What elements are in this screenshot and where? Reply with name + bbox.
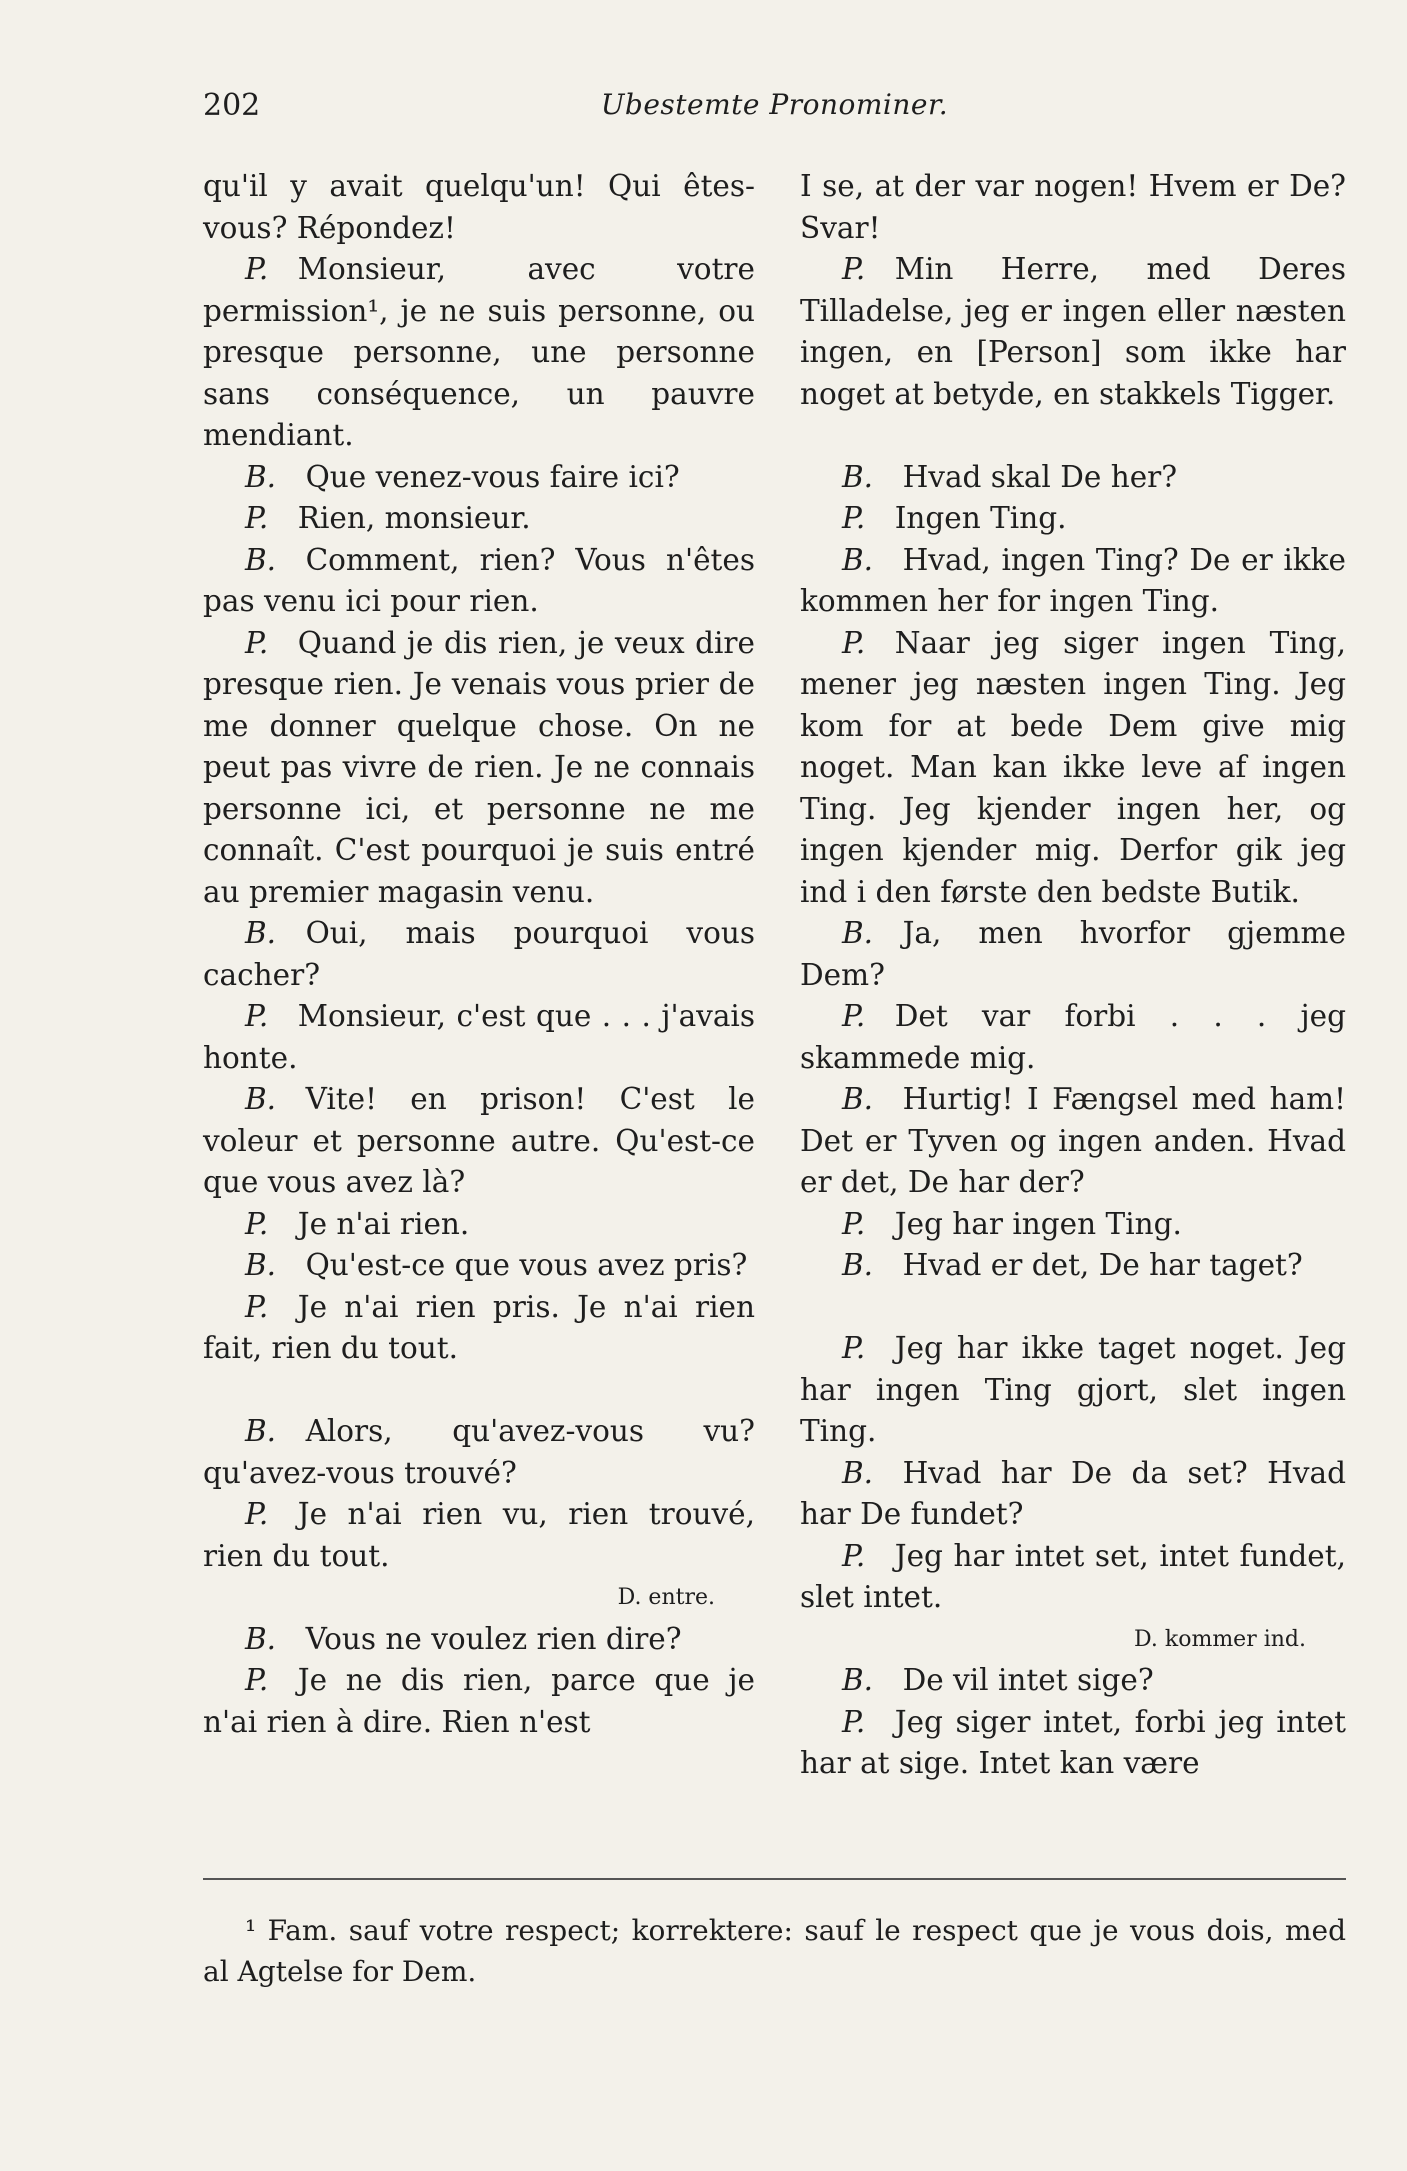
dialogue-text: Monsieur, c'est que . . . j'avais honte. (203, 999, 755, 1075)
speaker-label: P. (245, 999, 269, 1033)
dialogue-text: Je n'ai rien. (297, 1206, 470, 1241)
dialogue-text: Hvad har De da set? Hvad har De fundet? (800, 1455, 1346, 1531)
dialogue-line (203, 457, 755, 499)
dialogue-text: Jeg siger intet, forbi jeg intet har at sige. Intet kan være (800, 1704, 1346, 1780)
speaker-label: P. (842, 1331, 866, 1365)
page-header (203, 88, 1346, 124)
speaker-label: B. (245, 542, 277, 577)
footnote: ¹ Fam. sauf votre respect; korrektere: sauf le respect que je vous dois, med al Agtelse for Dem. (203, 1914, 1346, 1988)
dialogue-text: Quand je dis rien, je veux dire presque rien. Je venais vous prier de me donner quelque chose. On ne peut pas vivre de rien. Je ne connais personne ici, et personne ne me connaît. C'est pourquoi je suis entré au premier magasin venu. (203, 625, 755, 909)
dialogue-line (203, 1494, 755, 1577)
dialogue-text: Ingen Ting. (894, 501, 1067, 535)
dialogue-line (800, 166, 1346, 249)
dialogue-text: Monsieur, avec votre permission¹, je ne suis personne, ou presque personne, une personne sans conséquence, un pauvre mendiant. (203, 252, 755, 452)
dialogue-text: Naar jeg siger ingen Ting, mener jeg næsten ingen Ting. Jeg kom for at bede Dem give mig noget. Man kan ikke leve af ingen Ting. Jeg kjender ingen her, og ingen kjender mig. Derfor gik jeg ind i den første den bedste Butik. (800, 625, 1346, 909)
dialogue-line (203, 623, 755, 914)
french-column (203, 166, 755, 1743)
dialogue-line (800, 623, 1346, 914)
speaker-label: B. (245, 459, 277, 494)
speaker-label: P. (245, 1497, 269, 1531)
dialogue-line (800, 1702, 1346, 1785)
dialogue-line (203, 1287, 755, 1370)
dialogue-text: Rien, monsieur. (297, 501, 531, 535)
paragraph-gap (203, 1370, 755, 1412)
dialogue-text: Comment, rien? Vous n'êtes pas venu ici pour rien. (203, 542, 755, 618)
speaker-label: B. (245, 1414, 277, 1448)
dialogue-text: Hvad skal De her? (902, 459, 1178, 494)
dialogue-text: Jeg har ingen Ting. (894, 1206, 1182, 1241)
speaker-label: B. (842, 1082, 874, 1116)
dialogue-line (203, 1204, 755, 1246)
dialogue-line (203, 996, 755, 1079)
speaker-label: B. (245, 1621, 277, 1656)
dialogue-line (203, 166, 755, 249)
dialogue-text: Hvad er det, De har taget? (902, 1248, 1303, 1282)
dialogue-line (800, 1660, 1346, 1702)
dialogue-text: De vil intet sige? (902, 1663, 1154, 1697)
dialogue-text: Jeg har ikke taget noget. Jeg har ingen Ting gjort, slet ingen Ting. (800, 1331, 1346, 1448)
dialogue-line (203, 1079, 755, 1204)
dialogue-text: Je n'ai rien vu, rien trouvé, rien du tout. (203, 1497, 755, 1573)
footnote-rule (203, 1878, 1346, 1880)
speaker-label: B. (245, 1248, 277, 1282)
speaker-label: P. (245, 252, 269, 286)
dialogue-text: Alors, qu'avez-vous vu? qu'avez-vous trouvé? (203, 1414, 755, 1490)
dialogue-text: Hvad, ingen Ting? De er ikke kommen her for ingen Ting. (800, 542, 1346, 618)
dialogue-line (800, 1079, 1346, 1204)
dialogue-text: Que venez-vous faire ici? (305, 459, 680, 494)
dialogue-line (800, 1328, 1346, 1453)
speaker-label: P. (842, 1206, 866, 1241)
speaker-label: B. (842, 1663, 874, 1697)
dialogue-line (203, 1660, 755, 1743)
page-number: 202 (203, 88, 261, 123)
dialogue-text: Min Herre, med Deres Tilladelse, jeg er ingen eller næsten ingen, en [Person] som ikke har noget at betyde, en stakkels Tigger. (800, 252, 1346, 411)
dialogue-text: Vous ne voulez rien dire? (305, 1621, 682, 1656)
speaker-label: P. (842, 252, 866, 286)
dialogue-text: Jeg har intet set, intet fundet, slet intet. (800, 1538, 1346, 1614)
speaker-label: P. (842, 1704, 866, 1739)
dialogue-line (800, 249, 1346, 415)
dialogue-text: Ja, men hvorfor gjemme Dem? (800, 916, 1346, 992)
speaker-label: P. (842, 501, 866, 535)
stage-direction: D. kommer ind. (1134, 1626, 1306, 1652)
dialogue-line (800, 498, 1346, 540)
dialogue-line (203, 249, 755, 457)
dialogue-line (800, 1453, 1346, 1536)
speaker-label: P. (245, 1663, 269, 1697)
dialogue-line (800, 913, 1346, 996)
dialogue-line (800, 1204, 1346, 1246)
speaker-label: B. (245, 916, 277, 950)
speaker-label: B. (245, 1082, 277, 1116)
speaker-label: P. (245, 1206, 269, 1241)
stage-direction: D. entre. (617, 1585, 715, 1610)
speaker-label: P. (245, 625, 269, 660)
dialogue-line (203, 540, 755, 623)
dialogue-line (800, 1245, 1346, 1287)
dialogue-text: Je n'ai rien pris. Je n'ai rien fait, rien du tout. (203, 1289, 755, 1365)
dialogue-text: Vite! en prison! C'est le voleur et personne autre. Qu'est-ce que vous avez là? (203, 1082, 755, 1199)
running-title: Ubestemte Pronominer. (600, 88, 949, 121)
speaker-label: B. (842, 459, 874, 494)
speaker-label: P. (842, 999, 866, 1033)
speaker-label: P. (245, 501, 269, 535)
dialogue-text: Det var forbi . . . jeg skammede mig. (800, 999, 1346, 1075)
speaker-label: P. (842, 1538, 866, 1573)
dialogue-line (800, 540, 1346, 623)
speaker-label: B. (842, 542, 874, 577)
dialogue-text: Je ne dis rien, parce que je n'ai rien à dire. Rien n'est (203, 1663, 755, 1739)
dialogue-line (800, 457, 1346, 499)
dialogue-line (203, 913, 755, 996)
dialogue-text: Oui, mais pourquoi vous cacher? (203, 916, 755, 992)
dialogue-text: qu'il y avait quelqu'un! Qui êtes-vous? Répondez! (203, 169, 755, 245)
dialogue-line (203, 1245, 755, 1287)
dialogue-text: I se, at der var nogen! Hvem er De? Svar! (800, 169, 1346, 245)
speaker-label: B. (842, 1248, 874, 1282)
dialogue-text: Qu'est-ce que vous avez pris? (305, 1248, 748, 1282)
paragraph-gap (800, 1287, 1346, 1329)
dialogue-line (203, 1619, 755, 1661)
danish-column (800, 166, 1346, 1785)
speaker-label: P. (245, 1289, 269, 1324)
speaker-label: B. (842, 1455, 874, 1490)
paragraph-gap (800, 415, 1346, 457)
speaker-label: B. (842, 916, 874, 950)
dialogue-line (203, 1411, 755, 1494)
dialogue-text: Hurtig! I Fængsel med ham! Det er Tyven og ingen anden. Hvad er det, De har der? (800, 1082, 1346, 1199)
dialogue-line (800, 996, 1346, 1079)
dialogue-line (203, 498, 755, 540)
dialogue-line (800, 1536, 1346, 1619)
speaker-label: P. (842, 625, 866, 660)
